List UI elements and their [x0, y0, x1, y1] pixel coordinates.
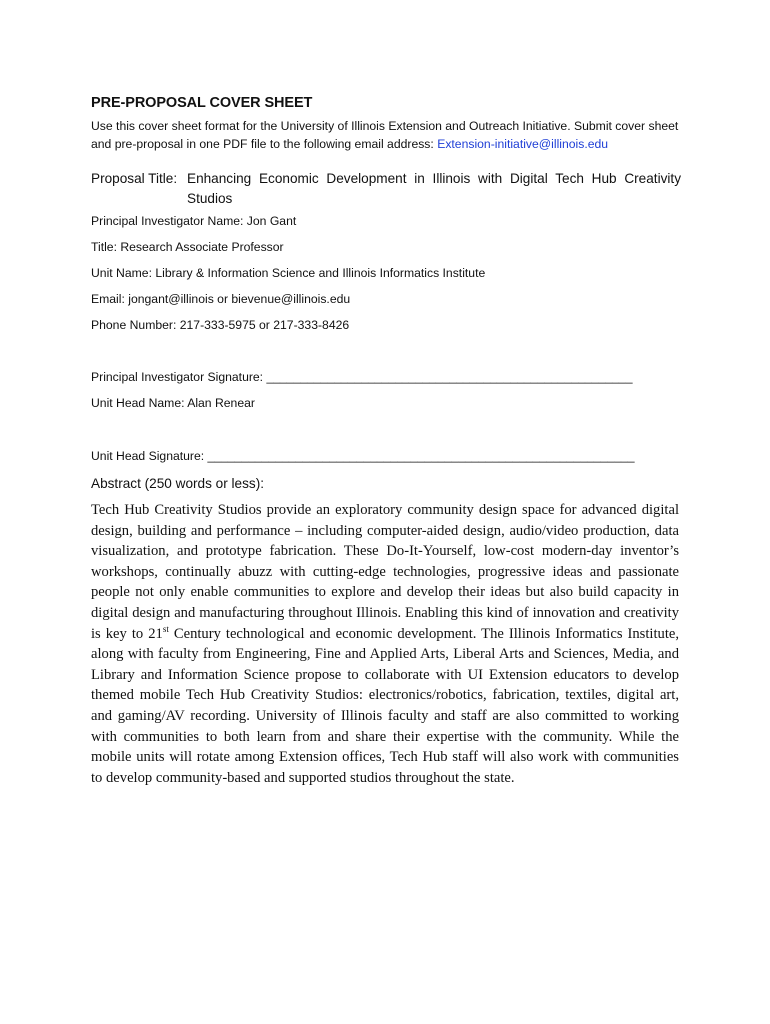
intro-paragraph [91, 117, 681, 153]
abstract-text-part1: Tech Hub Creativity Studios provide an exploratory community design space for advanced digital design, building and performance – including computer-aided design, audio/video production, data visualization, and prototype fabrication. These Do-It-Yourself, low-cost modern-day inventor’s workshops, continually abuzz with cutting-edge technologies, progressive ideas and passionate people not only enable communities to explore and develop their ideas but also build capacity in digital design and manufacturing throughout Illinois. Enabling this kind of innovation and creativity is key to 21 [91, 502, 679, 642]
abstract-text-part2: Century technological and economic development. The Illinois Informatics Institute, along with faculty from Engineering, Fine and Applied Arts, Liberal Arts and Sciences, Media, and Library and Information Science propose to collaborate with UI Extension educators to develop themed mobile Tech Hub Creativity Studios: electronics/robotics, fabrication, textiles, digital art, and gaming/AV recording. University of Illinois faculty and staff are also committed to working with communities to both learn from and share their expertise with the community. While the mobile units will rotate among Extension offices, Tech Hub staff will also work with communities to develop community-based and supported studios throughout the state. [91, 625, 680, 786]
phone-field: Phone Number: 217-333-5975 or 217-333-8426 [91, 318, 350, 332]
abstract-superscript: st [162, 623, 169, 634]
unit-head-name-field: Unit Head Name: Alan Renear [91, 396, 255, 410]
pi-name-field: Principal Investigator Name: Jon Gant [91, 214, 297, 228]
abstract-body [91, 500, 679, 788]
intro-text: Use this cover sheet format for the University of Illinois Extension and Outreach Initiative. Submit cover sheet and pre-proposal in one PDF file to the following email address: [91, 119, 679, 151]
email-field: Email: jongant@illinois or bievenue@illinois.edu [91, 292, 351, 306]
proposal-title-value: Enhancing Economic Development in Illinois with Digital Tech Hub Creativity Studios [187, 171, 681, 206]
unit-head-signature-line: Unit Head Signature: _______________________________________________________________ [91, 449, 635, 463]
page-heading: PRE-PROPOSAL COVER SHEET [91, 95, 313, 111]
proposal-title-label: Proposal Title: [91, 171, 178, 186]
submission-email-link[interactable]: Extension-initiative@illinois.edu [437, 137, 609, 151]
unit-name-field: Unit Name: Library & Information Science and Illinois Informatics Institute [91, 266, 486, 280]
title-field: Title: Research Associate Professor [91, 240, 284, 254]
abstract-label: Abstract (250 words or less): [91, 476, 265, 491]
pi-signature-line: Principal Investigator Signature: ______________________________________________________ [91, 370, 633, 384]
